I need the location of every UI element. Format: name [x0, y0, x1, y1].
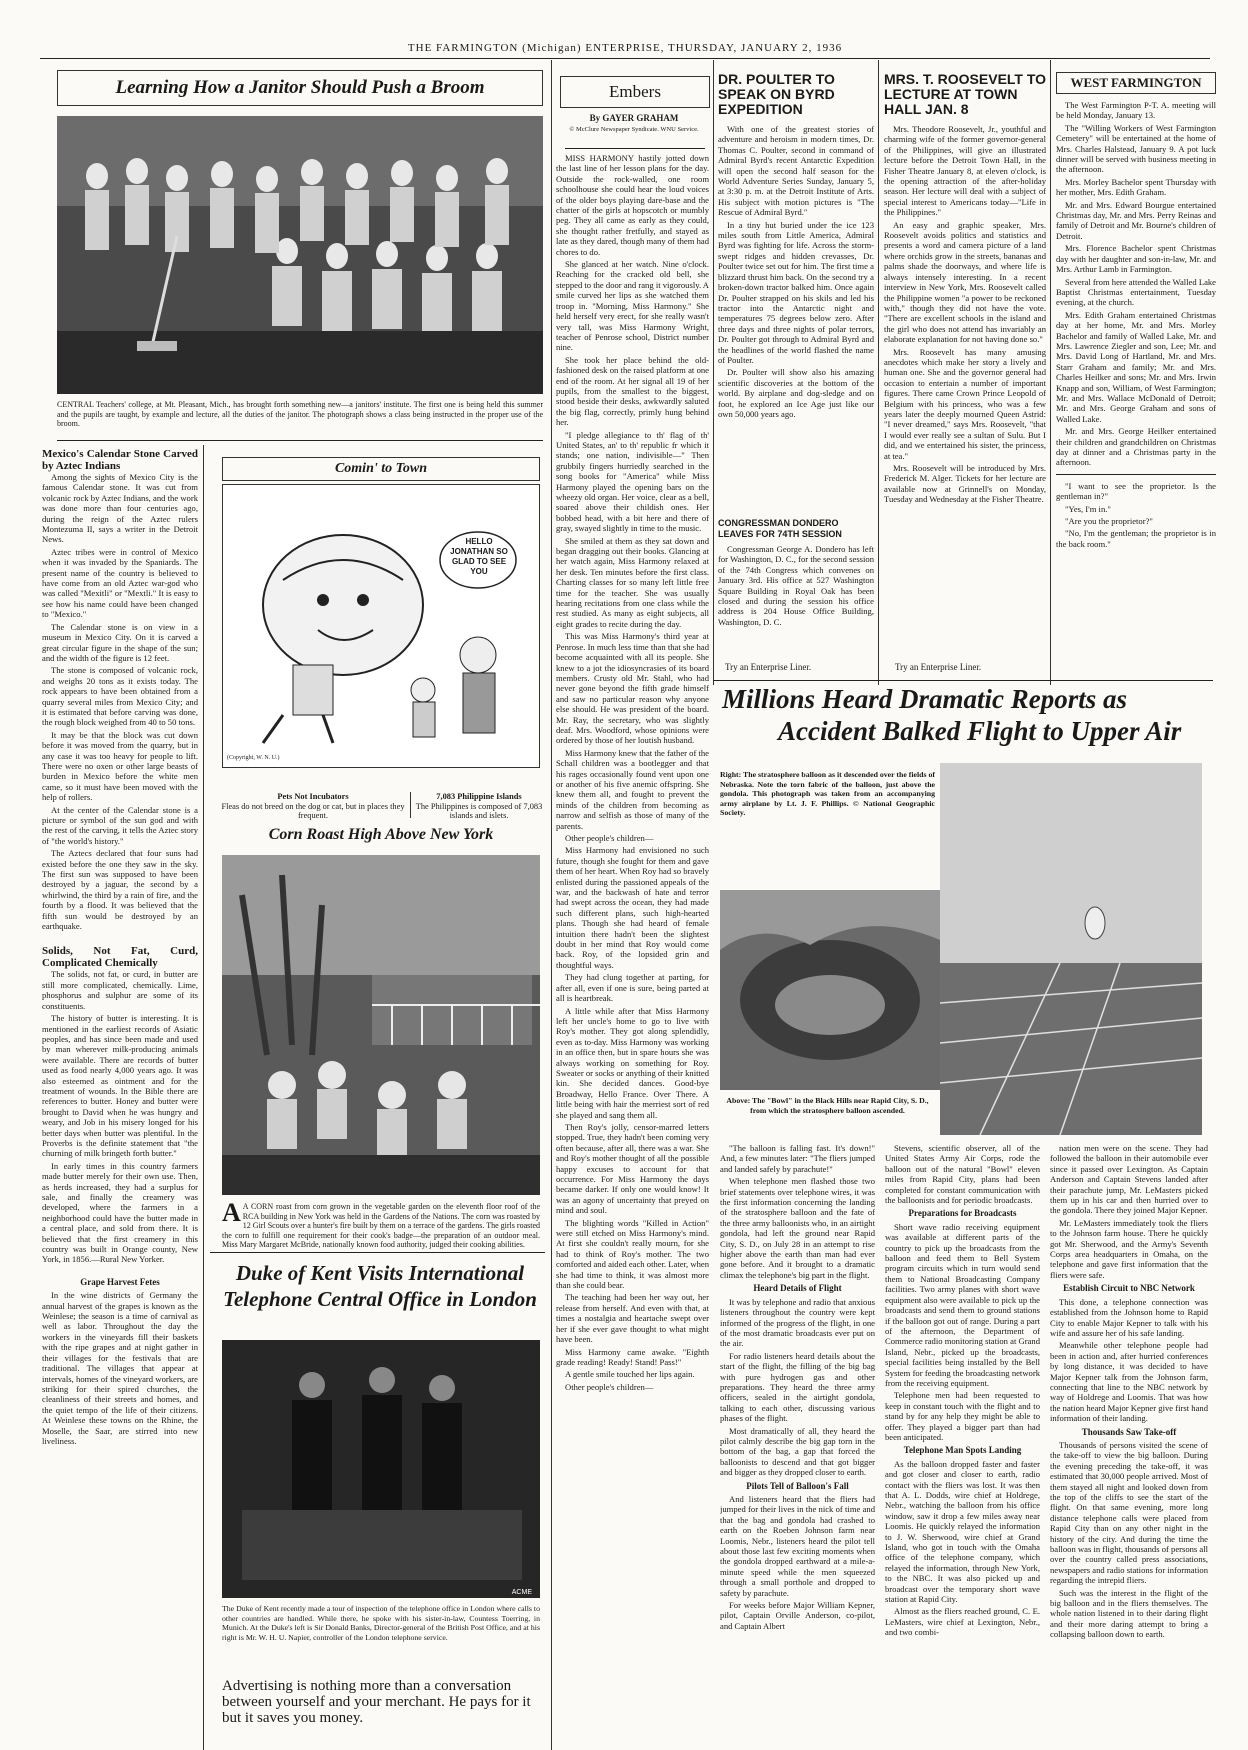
kent-illustration	[222, 1340, 540, 1598]
poulter-story	[718, 124, 874, 504]
west-paragraph: Several from here attended the Walled Lake Baptist Christmas entertainment, Tuesday evening, at the church.	[1056, 276, 1216, 308]
roosevelt-paragraph: Mrs. Roosevelt will be introduced by Mrs. Frederick M. Alger. Tickets for her lecture are available now at Grinnell's on Monday, Tuesday and Wednesday at the Fisher Theatre.	[884, 463, 1046, 505]
embers-paragraph: Other people's children—	[565, 833, 654, 843]
philippine-filler	[414, 792, 544, 821]
joke-line: "Are you the proprietor?"	[1065, 516, 1153, 527]
west-paragraph: Mrs. Florence Bachelor spent Christmas day with her daughter and son-in-law, Mr. and Mrs. Arthur Lamb in Farmington.	[1056, 243, 1216, 275]
solids-paragraph: In early times in this country farmers made butter merely for their own use. Then, as herds increased, they had a surplus for sale, and finally the creamery was developed, where the farmers in a neighborhood could have the butter made in a central place, and sold from there. It is believed that the first creamery in this country was built in Orange county, New York, in 1856.—Rural New Yorker.	[42, 1160, 198, 1265]
flight-paragraph: Thousands of persons visited the scene of the take-off to view the big balloon. During the evening preceding the take-off, it was estimated that 30,000 people arrived. Most of them stayed all night and looked down from the top of the cliffs to see the start of the flight. On that same evening, more long distance telephone calls were placed from Rapid City than on any other night in the history of the city. And during the time the balloon was in flight, thousands of persons all over the country called press associations, newspapers and radio stations for information regarding the intrepid fliers.	[1050, 1439, 1208, 1586]
cartoon-credit: (Copyright, W. N. U.)	[227, 755, 280, 761]
calendar-paragraph: Aztec tribes were in control of Mexico when it was invaded by the Spaniards. The present name of the country is believed to have come from an old Aztec war-god who was called "Mexitli" or "Mextli." It is easy to see how his name could have been changed to "Mexico."	[42, 546, 198, 620]
janitor-class-illustration	[57, 116, 543, 394]
corn-caption	[222, 1198, 540, 1250]
embers-paragraph: Miss Harmony came awake. "Eighth grade reading! Ready! Stand! Pass!"	[556, 1346, 709, 1367]
embers-paragraph: They had clung together at parting, for after all, even if one is sure, being parted at all is heartbreak.	[556, 972, 709, 1004]
column-rule	[1050, 60, 1051, 685]
masthead: THE FARMINGTON (Michigan) ENTERPRISE, THURSDAY, JANUARY 2, 1936	[407, 42, 843, 54]
column-rule	[203, 445, 204, 1750]
west-paragraph: Mr. and Mrs. George Heilker entertained their children and grandchildren on Christmas day at dinner and a Christmas party in the afternoon.	[1056, 426, 1216, 468]
philippine-title: 7,083 Philippine Islands	[436, 792, 522, 801]
embers-paragraph: Then Roy's jolly, censor-marred letters stopped. True, they hadn't been coming very often because, after all, there was a war. She and Roy's mother thought of all the possible happy excuses to account for that occurrence. For Miss Harmony the days became darker. If only one would know! It was an agony of uncertainty that preyed on mind and soul.	[556, 1121, 709, 1216]
joke-rule	[1056, 474, 1216, 475]
cartoon-speech-bubble: HELLO JONATHAN SO GLAD TO SEE YOU	[450, 537, 508, 576]
column-rule	[713, 60, 714, 685]
flight-headline-line2: Accident Balked Flight to Upper Air	[778, 716, 1182, 746]
roosevelt-paragraph: Mrs. Roosevelt has many amusing anecdotes which make her story a lively and human one. She and the governor general had occasion to entertain a number of important figures. There came Crown Prince Leopold of Belgium with his princess, who was a few years later the deeply mourned Queen Astrid: "I never dreamed," says Mrs. Roosevelt, "that I would ever really see a sultan of Sulu. But I did, and we entertained his sister, the princess, at tea."	[884, 346, 1046, 461]
embers-paragraph: MISS HARMONY hastily jotted down the last line of her lesson plans for the day. Outside the rock-walled, one room schoolhouse she could hear the loud voices of the older boys playing dare-base and the chatter of the girls at hopscotch or mumbly peg. They all came as early as they could, she thought rather fretfully, and stayed as late as they dared, though many of them had chores to do.	[556, 153, 709, 257]
byline-rule	[565, 148, 705, 149]
grape-headline: Grape Harvest Fetes	[80, 1276, 160, 1287]
balloon-photo	[940, 763, 1202, 1135]
joke-line: "No, I'm the gentleman; the proprietor is in the back room."	[1056, 528, 1216, 549]
west-paragraph: The West Farmington P-T. A. meeting will be held Monday, January 13.	[1056, 100, 1216, 121]
roosevelt-story	[884, 124, 1046, 654]
section-rule	[57, 440, 543, 441]
kent-photo-credit: ACME	[511, 1589, 532, 1596]
flight-paragraph: This done, a telephone connection was established from the Johnson home to Rapid City to enable Major Kepner to talk with his wife and assure her of his safe landing.	[1050, 1296, 1208, 1338]
embers-paragraph: "I pledge allegiance to th' flag of th' United States, an' to th' republic fr which it stands; one nation, indivisible—" Then grubbily fingers hurriedly searched in the song books for "America" while Miss Harmony played the opening bars on the wheezy old organ. Her voice, clear as a bell, soared above their childish ones. Her bobbed head, with a bit here and there of gray, swayed slightly in time to the music.	[556, 429, 709, 534]
solids-headline: Solids, Not Fat, Curd, Complicated Chemically	[42, 945, 198, 970]
embers-paragraph: Miss Harmony knew that the father of the Schall children was a bootlegger and that his rages occasionally found vent upon one or another of his five anemic offspring. She knew them all, and fought to prevent the minds of the children from becoming as narrow and selfish as those of many of the parents.	[556, 747, 709, 831]
corn-dropcap: A	[222, 1198, 241, 1227]
pets-title: Pets Not Incubators	[277, 792, 349, 801]
embers-copyright: © McClure Newspaper Syndicate. WNU Service.	[569, 126, 699, 133]
flight-headline-line1: Millions Heard Dramatic Reports as	[722, 684, 1128, 714]
flight-paragraph: As the balloon dropped faster and faster and got closer and closer to earth, radio contact with the fliers was lost. It was then that A. L. Dodds, wire chief at Holdrege, Nebr., watching the balloon from his office window, saw it drop a few miles away near Loomis. He quickly relayed the information to J. W. Sherwood, wire chief at Grand Island, who got in touch with the Omaha office of the telephone company, which relayed the information, through New York, to the NBC. It was also picked up and broadcast over the temporary short wave station at Rapid City.	[885, 1458, 1040, 1605]
west-paragraph: Mrs. Edith Graham entertained Christmas day at her home, Mr. and Mrs. Morley Bachelor and family of Walled Lake, Mr. and Mrs. Lawrence Ziegler and son, Lee; Mr. and Mrs. David Long of Hartland, Mr. and Mrs. Starr Graham and family; Mr. and Mrs. Charles Heilker and sons; Mr. and Mrs. Irwin Knapp and son, William, of West Farmington; Mr. and Mrs. Wallace McDonald of Detroit; Mr. and Mrs. George Graham and sons of Walled Lake.	[1056, 309, 1216, 424]
west-paragraph: Mr. and Mrs. Edward Bourgue entertained Christmas day, Mr. and Mrs. Perry Reinas and family of Detroit and Mr. Bourne's children of Detroit.	[1056, 199, 1216, 241]
balloon-illustration	[940, 763, 1202, 1135]
west-farmington-news	[1056, 100, 1216, 680]
flight-subhead: Heard Details of Flight	[753, 1283, 842, 1294]
pets-text: Fleas do not breed on the dog or cat, but in places they frequent.	[221, 801, 405, 821]
dondero-headline: CONGRESSMAN DONDERO LEAVES FOR 74TH SESSION	[718, 518, 842, 539]
roosevelt-headline: MRS. T. ROOSEVELT TO LECTURE AT TOWN HALL JAN. 8	[884, 71, 1047, 117]
joke-line: "Yes, I'm in."	[1065, 503, 1111, 514]
flight-paragraph: Most dramatically of all, they heard the pilot calmly describe the big gap torn in the bottom of the bag, a gap that forced the balloonists to descend and that got bigger and bigger as they dropped closer to earth.	[720, 1425, 875, 1478]
corn-caption-text: A CORN roast from corn grown in the vegetable garden on the eleventh floor roof of the RCA building in New York was held in the Gardens of the Nations. The corn was roasted by 12 Girl Scouts over a hunter's fire built by them on a terrace of the gardens. The girls roasted the corn to fulfill one requirement for their cook's badge—the preparation of an outdoor meal. Miss Mary Margaret McBride, nationally known food authority, judged their cooking abilities.	[222, 1202, 540, 1250]
calendar-paragraph: The Aztecs declared that four suns had existed before the one they saw in the sky. The first sun was supposed to have been destroyed by a jaguar, the second by a whirlwind, the third by a rain of fire, and the fourth by a flood. It was believed that the fifth sun would be destroyed by an earthquake.	[42, 848, 198, 932]
flight-subhead: Pilots Tell of Balloon's Fall	[746, 1480, 849, 1491]
calendar-headline: Mexico's Calendar Stone Carved by Aztec Indians	[42, 448, 198, 472]
flight-paragraph: "The balloon is falling fast. It's down!" And, a few minutes later: "The fliers jumped and landed safely by parachute!"	[720, 1143, 875, 1174]
poulter-paragraph: Dr. Poulter will show also his amazing scientific discoveries at the bottom of the world. By airplane and dog-sledge and on foot, he explored an Ice Age just like our own 50,000 years ago.	[718, 367, 874, 419]
calendar-paragraph: The Calendar stone is on view in a museum in Mexico City. On it is carved a great circular figure in the shape of the sun; and the width of the figure is 12 feet.	[42, 621, 198, 663]
corn-roast-illustration	[222, 855, 540, 1195]
embers-paragraph: A gentle smile touched her lips again.	[565, 1369, 695, 1380]
flight-caption-right: Right: The stratosphere balloon as it descended over the fields of Nebraska. Note the torn fabric of the balloon, just above the gondola. This photograph was taken from an accompanying army airplane by Lt. J. F. Phillips. © National Geographic Society.	[720, 770, 935, 818]
kent-photo	[222, 1340, 540, 1598]
corn-headline: Corn Roast High Above New York	[268, 826, 494, 843]
flight-column-3	[1050, 1143, 1208, 1743]
flight-subhead: Establish Circuit to NBC Network	[1063, 1283, 1195, 1294]
embers-paragraph: She took her place behind the old-fashioned desk on the raised platform at one end of the room. At her signal all 19 of her pupils, from the smallest to the biggest, stood beside their desks, awkwardly saluted the big flag, correctly, primly hung behind her.	[556, 354, 709, 428]
section-rule	[713, 680, 1213, 681]
try-liner-ad: Try an Enterprise Liner.	[725, 662, 812, 672]
embers-paragraph: The teaching had been her way out, her release from herself. And even with that, at times a nostalgia and heartache swept over her if she ever gave thought to what might have been.	[556, 1292, 709, 1345]
cartoon-illustration	[223, 485, 539, 753]
flight-column-1	[720, 1143, 875, 1743]
column-rule	[551, 60, 552, 1750]
embers-paragraph: She smiled at them as they sat down and began dragging out their books. Glancing at her watch again, Miss Harmony relaxed at her desk. Ten minutes before the first class. Charting classes for so many left little free time for the teacher. She was usually hearing recitations from one class while the rest studied. As many as eight subjects, all eight grades to recite during the day.	[556, 535, 709, 629]
west-farmington-headline: WEST FARMINGTON	[1056, 72, 1216, 94]
bowl-illustration	[720, 890, 940, 1090]
cartoon-panel	[222, 484, 540, 768]
west-paragraph: The "Willing Workers of West Farmington Cemetery" will be entertained at the home of Mrs. Charles Halstead, January 9. A pot luck dinner will be served with business meeting in the afternoon.	[1056, 122, 1216, 175]
dondero-story	[718, 544, 874, 654]
flight-paragraph: Short wave radio receiving equipment was available at different parts of the country to pick up the broadcasts from the balloon and feed them to Bell System program circuits which in turn would send them to National Broadcasting Company facilities. Two army planes with short wave equipment also were available to pick up the broadcasts and send them to ground stations if the balloon got out of range. During a part of the afternoon, the Department of Commerce radio monitoring station at Grand Island, Nebr., picked up the broadcasts, special facilities being installed by the Bell System for feeding the broadcasting network from the receiving equipment.	[885, 1221, 1040, 1388]
flight-paragraph: Mr. LeMasters immediately took the fliers to the Johnson farm house. There he quickly got Mr. Sherwood, and the Army's Seventh Corps area headquarters in Omaha, on the telephone and gave first information that the fliers were safe.	[1050, 1217, 1208, 1280]
flight-subhead: Telephone Man Spots Landing	[903, 1445, 1022, 1456]
pets-filler	[218, 792, 408, 821]
filler-rule	[410, 792, 411, 818]
kent-caption: The Duke of Kent recently made a tour of inspection of the telephone office in London where calls to other countries are handled. While there, he spoke with his sister-in-law, Countess Toerring, in Munich. At the Duke's left is Sir Donald Banks, Director-general of the British Post Office, and at his right is Mr. W. H. U. Napier, controller of the London telephone service.	[222, 1604, 540, 1642]
cartoon-headline: Comin' to Town	[222, 457, 540, 481]
calendar-paragraph: Among the sights of Mexico City is the famous Calendar stone. It was cut from volcanic rock by Aztec Indians, and the work was done more than four centuries ago, during the reign of the Aztec rulers Montezuma II, says a writer in the Detroit News.	[42, 472, 198, 545]
bowl-photo	[720, 890, 940, 1090]
embers-paragraph: A little while after that Miss Harmony left her uncle's home to go to live with Roy's mother. They got along splendidly, even as to-day. Miss Harmony was working in an office then, but in spare hours she was always working on something for Roy. Sweater or socks or anything of their knitted kin. She decided dances. Good-bye Broadway, Hello France. Over There. A little being with hair the merriest sort of red she played and sang them all.	[556, 1005, 709, 1120]
poulter-headline: DR. POULTER TO SPEAK ON BYRD EXPEDITION	[718, 71, 835, 117]
try-liner-ad: Try an Enterprise Liner.	[895, 662, 982, 672]
embers-paragraph: Miss Harmony had envisioned no such future, though she fought for them and gave them of her heart. When Roy had so bravely enlisted during the passioned appeals of the war, and the backwash of hate and terror had swept across the ocean, they had made such different plans, such high-hearted plans. Though she had heard of female intuition there hadn't been the slightest doubt in her mind that Roy would come back. Roy, of the lopsided grin and thoughtful ways.	[556, 845, 709, 970]
flight-subhead: Preparations for Broadcasts	[908, 1208, 1017, 1219]
flight-paragraph: Meanwhile other telephone people had been in action and, after hurried conferences by long distance, it was decided to have Major Kepner talk from the Johnson farm, connecting that line to the NBC network by way of Holdrege and Loomis. That was how the nation heard Major Kepner give first hand information of their landing.	[1050, 1340, 1208, 1424]
flight-paragraph: For weeks before Major William Kepner, pilot, Captain Orville Anderson, co-pilot, and Captain Albert	[720, 1600, 875, 1631]
calendar-paragraph: At the center of the Calendar stone is a picture or symbol of the sun god and with the rest of the carving, it tells the Aztec story of "the world's history."	[42, 804, 198, 846]
flight-paragraph: Almost as the fliers reached ground, C. E. LeMasters, wire chief at Lexington, Nebr., and two combi-	[885, 1606, 1040, 1638]
janitor-headline: Learning How a Janitor Should Push a Broom	[57, 70, 543, 106]
west-paragraph: Mrs. Morley Bachelor spent Thursday with her mother, Mrs. Edith Graham.	[1056, 176, 1216, 198]
solids-paragraph: The history of butter is interesting. It is mentioned in the earliest records of Asiatic peoples, and has since been made and used by man wherever milk-producing animals were available. There are records of butter used as food nearly 4,000 years ago. It was also esteemed as ointment and for the treatment of wounds. In the Bible there are references to butter. Honey and butter were brought to David when he was hungry and weary, and Job in his misery longed for his better days when butter was plentiful. In the Proverbs is the definite statement that "the churning of milk bringeth forth butter."	[42, 1013, 198, 1159]
roosevelt-paragraph: Mrs. Theodore Roosevelt, Jr., youthful and charming wife of the former governor-general of the Philippines, will give an illustrated lecture before the Detroit Town Hall, in the Fisher Theatre January 8, at eleven o'clock, is the opening attraction of the after-holiday season. Her lecture will deal with a subject of special interest to Americans today—"Life in the Philippines."	[884, 124, 1046, 218]
flight-paragraph: It was by telephone and radio that anxious listeners throughout the country were kept informed of the progress of the flight, in one of the most dramatic broadcasts ever put on the air.	[720, 1296, 875, 1349]
left-column	[42, 448, 198, 1743]
dondero-paragraph: Congressman George A. Dondero has left for Washington, D. C., for the second session of the 74th Congress which convenes on January 3rd. His office at 527 Washington Square Building in Royal Oak has been closed and during the session his office address is 204 House Office Building, Washington, D. C.	[718, 544, 874, 627]
poulter-paragraph: With one of the greatest stories of adventure and heroism in modern times, Dr. Thomas C. Poulter, second in command of Admiral Byrd's recent Antarctic Expedition will open the second half season for the World Adventure Series Sunday, January 5, at 3:30 p. m. at the Detroit Institute of Arts. His subject with motion pictures is "The Rescue of Admiral Byrd."	[718, 124, 874, 218]
embers-headline: Embers	[560, 76, 710, 108]
joke-line: "I want to see the proprietor. Is the gentleman in?"	[1056, 480, 1216, 502]
flight-caption-above: Above: The "Bowl" in the Black Hills near Rapid City, S. D., from which the stratosphere balloon ascended.	[726, 1096, 929, 1115]
flight-subhead: Thousands Saw Take-off	[1081, 1426, 1177, 1437]
embers-paragraph: The blighting words "Killed in Action" were still etched on Miss Harmony's mind. At first she couldn't really mourn, for she had to think of Roy's mother. The two comforted and aided each other. Later, when she had time to think, it was almost more than she could bear.	[556, 1217, 709, 1291]
embers-byline: By GAYER GRAHAM	[589, 113, 679, 123]
section-rule	[210, 1252, 545, 1253]
kent-headline: Duke of Kent Visits International Telephone Central Office in London	[223, 1261, 537, 1311]
flight-column-2	[885, 1143, 1040, 1743]
masthead-rule	[40, 58, 1210, 59]
roosevelt-paragraph: An easy and graphic speaker, Mrs. Roosevelt avoids politics and statistics and presents a word and camera picture of a land where orchids grow in the streets, bananas and palms shade the doorways, and where life is always intensely interesting. In a recent interview in New York, Mrs. Roosevelt called the Philippine women "a power to be reckoned with," though they did not have the vote. "There are excellent schools in the island and the girl who does not attend has invariably an elaborate explanation for not having done so."	[884, 219, 1046, 345]
embers-story	[556, 153, 709, 1743]
corn-roast-photo	[222, 855, 540, 1195]
embers-paragraph: This was Miss Harmony's third year at Penrose. In much less time than that she had become acquainted with all its people. She knew to a jot the idiosyncrasies of its board members. Crusty old Mr. Stahl, who had never gone beyond the fifth grade himself and saw no particular reason why anyone else should. He was president of the board. Mr. Ray, the secretary, who was slightly deaf. Mrs. Woodford, whose opinions were ordered by those of her loutish husband.	[556, 631, 709, 746]
solids-paragraph: The solids, not fat, or curd, in butter are still more complicated, chemically. Lime, phosphorus and sulphur are some of its constituents.	[42, 969, 198, 1011]
flight-paragraph: For radio listeners heard details about the start of the flight, the filling of the big bag with pure hydrogen gas and other preparations. They heard the three army officers, sealed in the airtight gondola, talking to each other, discussing various phases of the flight.	[720, 1350, 875, 1424]
embers-paragraph: She glanced at her watch. Nine o'clock. Reaching for the cracked old bell, she stepped to the door and rang it vigorously. A smile curved her lips as she watched them troop in. "Morning, Miss Harmony." She held herself very erect, for she really wasn't very tall, was Miss Harmony Wright, teacher of Penrose school, District number nine.	[556, 259, 709, 353]
flight-paragraph: Such was the interest in the flight of the big balloon and in the fliers themselves. The whole nation listened in to their daring flight and their more daring attempt to bring a collapsing balloon down to earth.	[1050, 1587, 1208, 1640]
calendar-paragraph: The stone is composed of volcanic rock, and weighs 20 tons as it exists today. The rock appears to have been obtained from a quarry several miles from Mexico City; and it is estimated that before carving was done, the rough block weighed from 40 to 50 tons.	[42, 665, 198, 728]
column-rule	[878, 60, 879, 685]
embers-paragraph: Other people's children—	[565, 1381, 654, 1392]
flight-paragraph: When telephone men flashed those two brief statements over telephone wires, it was the first information concerning the landing of the stratosphere balloon and the fate of the three army balloonists who, in an airtight gondola, had left the ground near Rapid City, S. D., on July 28 in an attempt to rise higher above the earth than man had ever gone before. And it brought to a dramatic climax the telephone's big part in the flight.	[720, 1176, 875, 1280]
flight-paragraph: Stevens, scientific observer, all of the United States Army Air Corps, rode the balloon out of the natural "Bowl" eleven miles from Rapid City, plans had been completed for constant communication with the balloonists and for periodic broadcasts.	[885, 1143, 1040, 1206]
ad-text: Advertising is nothing more than a conversation between yourself and your merchant. He pays for it but it saves you money.	[222, 1678, 531, 1726]
grape-paragraph: In the wine districts of Germany the annual harvest of the grapes is known as the Weinlese; the season is a time of carnival as well as labor. Throughout the day the workers in the vineyards fill their baskets with the ripe grapes and at night gather in their villages for the festivals that are traditional. The villages that appear at intervals, homes of the vineyard workers, are striking for their spired churches, the cleanliness of their streets and homes, and the quiet tempo of the life of their citizens. At Weinlese these towns on the Rhine, the Moselle, the Saar, are stirred into new liveliness.	[42, 1290, 198, 1446]
philippine-text: The Philippines is composed of 7,083 islands and islets.	[415, 801, 543, 821]
flight-paragraph: Telephone men had been requested to keep in constant touch with the flight and to stand by for any help they might be able to offer. They played a bigger part than had been anticipated.	[885, 1390, 1040, 1442]
flight-paragraph: nation men were on the scene. They had followed the balloon in their automobile ever since it passed over Lexington. As Captain Anderson and Captain Stevens landed after their parachute jump, Mr. LeMasters picked them up in his car and then hurried over to the gondola. There they joined Major Kepner.	[1050, 1143, 1208, 1216]
flight-paragraph: And listeners heard that the fliers had jumped for their lives in the nick of time and that the bag and gondola had crashed to earth on the Roeben Johnson farm near Loomis, Nebr., listeners heard the pilot tell about those last few exciting moments when the gondola dropped earthward at a mile-a-minute speed while the men squeezed through a small porthole and dropped to safety by parachute.	[720, 1494, 875, 1598]
janitor-class-photo	[57, 116, 543, 394]
janitor-caption: CENTRAL Teachers' college, at Mt. Pleasant, Mich., has brought forth something new—a janitors' institute. The first one is being held this summer and the pupils are taught, by example and lecture, all the duties of the janitor. The photograph shows a class being instructed in the proper use of the broom.	[57, 400, 543, 429]
calendar-paragraph: It may be that the block was cut down before it was moved from the quarry, but in any case it was too heavy for people to lift. There were no oxen or other large beasts of burden in Mexico before the white men came, so it must have been moved with the help of rollers.	[42, 729, 198, 803]
poulter-paragraph: In a tiny hut buried under the ice 123 miles south from Little America, Admiral Byrd was fighting for life. Across the storm-swept ridges and hidden crevasses, Dr. Poulter twice set out for him. The first time a blizzard thrust him back. On the second try a broken-down tractor balked him. Once again Dr. Poulter strapped on his skils and led his tractor into the Antarctic night and temperatures 75 degrees below zero. After three days and three nights of polar terrors, Dr. Poulter got through to Admiral Byrd and the headlines of the world flashed the name of Poulter.	[718, 219, 874, 365]
